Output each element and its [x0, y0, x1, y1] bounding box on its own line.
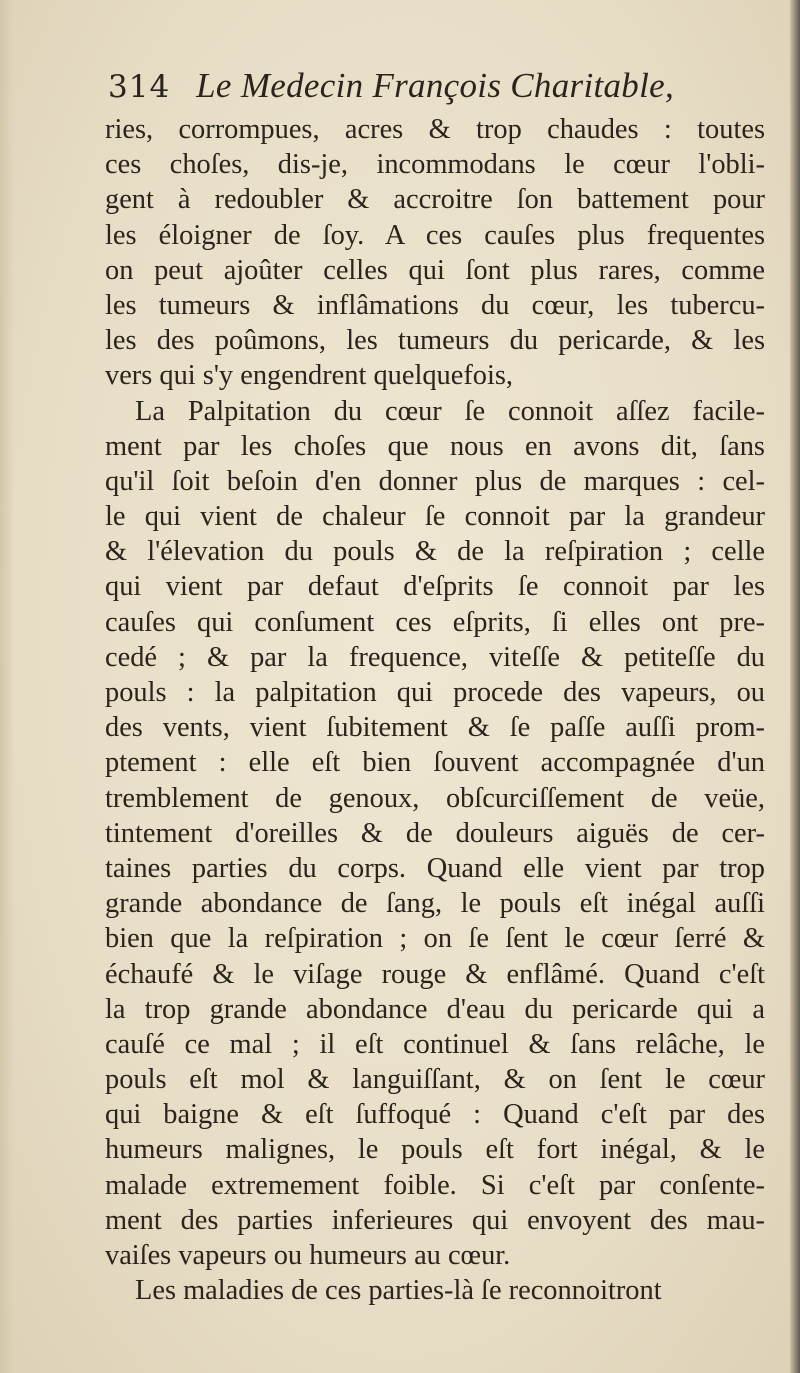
- text-line: les éloigner de ſoy. A ces cauſes plus frequentes: [105, 219, 765, 251]
- text-line: gent à redoubler & accroitre ſon battement pour: [105, 184, 765, 216]
- text-line: pouls eſt mol & languiſſant, & on ſent le cœur: [105, 1064, 765, 1096]
- text-line: cauſes qui conſument ces eſprits, ſi elles ont pre-: [105, 606, 765, 638]
- page-number: 314: [108, 69, 171, 105]
- text-line: qui vient par defaut d'eſprits ſe connoit par les: [105, 571, 765, 603]
- text-line: la trop grande abondance d'eau du pericarde qui a: [105, 993, 765, 1025]
- text-line: vaiſes vapeurs ou humeurs au cœur.: [105, 1240, 511, 1271]
- text-line: les des poûmons, les tumeurs du pericarde, & les: [105, 325, 765, 357]
- text-line: qui baigne & eſt ſuffoqué : Quand c'eſt par des: [105, 1099, 765, 1131]
- running-title: Le Medecin François Charitable,: [196, 66, 675, 105]
- paragraph-start-line: La Palpitation du cœur ſe connoit aſſez facile-: [135, 395, 765, 427]
- text-line: les tumeurs & inflâmations du cœur, les tubercu-: [105, 289, 765, 321]
- text-line: cedé ; & par la frequence, viteſſe & petiteſſe du: [105, 641, 765, 673]
- text-line: vers qui s'y engendrent quelquefois,: [105, 360, 514, 392]
- text-line: grande abondance de ſang, le pouls eſt inégal auſſi: [105, 888, 765, 920]
- text-line: & l'élevation du pouls & de la reſpiration ; celle: [105, 536, 765, 568]
- page-left-shadow: [0, 0, 14, 1373]
- text-line: malade extremement foible. Si c'eſt par conſente-: [105, 1169, 765, 1201]
- text-line: des vents, vient ſubitement & ſe paſſe auſſi prom-: [105, 712, 765, 744]
- text-line: le qui vient de chaleur ſe connoit par la grandeur: [105, 501, 765, 533]
- text-line: cauſé ce mal ; il eſt continuel & ſans relâche, le: [105, 1028, 765, 1060]
- text-line: ment des parties inferieures qui envoyent des mau-: [105, 1204, 765, 1236]
- text-line: échaufé & le viſage rouge & enflâmé. Quand c'eſt: [105, 958, 765, 990]
- text-line: ment par les choſes que nous en avons dit, ſans: [105, 430, 765, 462]
- page-right-edge: [790, 0, 800, 1373]
- text-line: taines parties du corps. Quand elle vient par trop: [105, 852, 765, 884]
- text-line: ries, corrompues, acres & trop chaudes : toutes: [105, 114, 765, 145]
- text-line: qu'il ſoit beſoin d'en donner plus de marques : cel-: [105, 465, 765, 497]
- text-line: tremblement de genoux, obſcurciſſement de veüe,: [105, 782, 765, 814]
- text-line: tintement d'oreilles & de douleurs aiguës de cer-: [105, 817, 765, 849]
- body-text: [105, 112, 765, 1308]
- text-line: ptement : elle eſt bien ſouvent accompagnée d'un: [105, 747, 765, 779]
- text-line: ces choſes, dis-je, incommodans le cœur l'obli-: [105, 149, 765, 181]
- text-line: on peut ajoûter celles qui ſont plus rares, comme: [105, 254, 765, 286]
- text-line: pouls : la palpitation qui procede des vapeurs, ou: [105, 677, 765, 708]
- text-line: bien que la reſpiration ; on ſe ſent le cœur ſerré &: [105, 923, 765, 955]
- text-line: humeurs malignes, le pouls eſt fort inégal, & le: [105, 1134, 765, 1166]
- paragraph-start-line: Les maladies de ces parties-là ſe reconnoitront: [135, 1275, 662, 1307]
